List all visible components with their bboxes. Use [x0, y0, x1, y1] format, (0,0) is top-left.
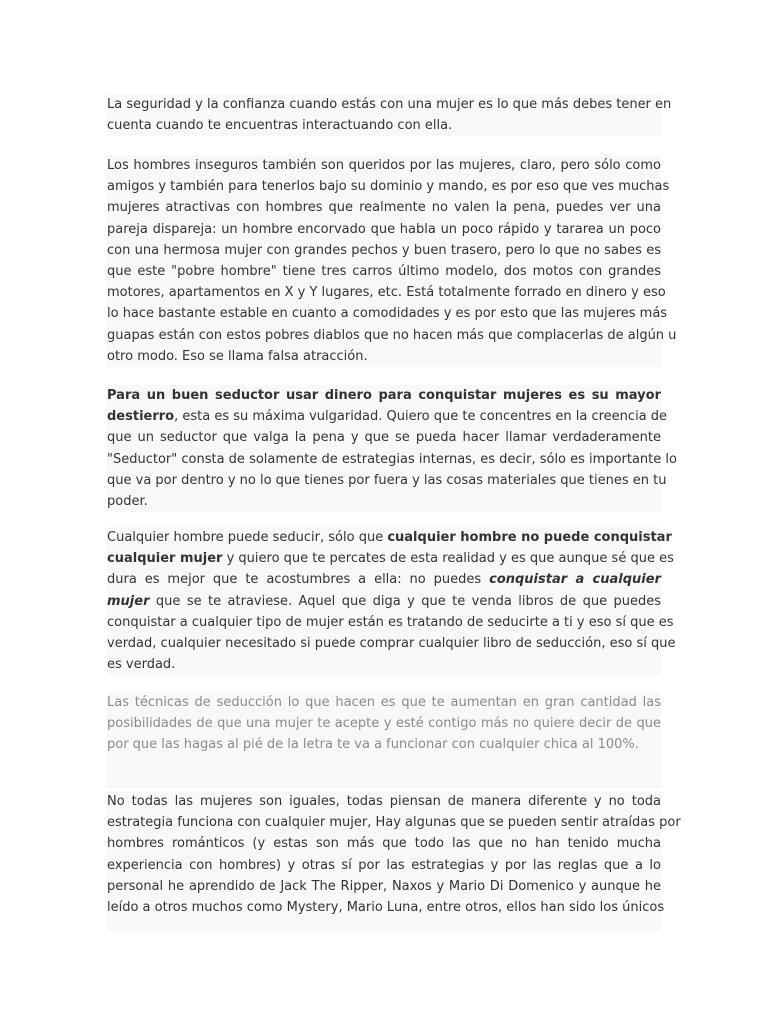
paragraph-4-line-4	[107, 591, 661, 612]
paragraph-6-line-6: leído a otros muchos como Mystery, Mario Luna, entre otros, ellos han sido los únicos	[107, 900, 665, 916]
paragraph-3-line-4: "Seductor" consta de solamente de estrategias internas, es decir, sólo es importante lo	[107, 451, 677, 467]
paragraph-3-bold-2: destierro	[107, 409, 175, 425]
paragraph-3-line-1	[107, 385, 661, 406]
paragraph-4-line-4-plain: que se te atraviese. Aquel que diga y que te venda libros de que puedes	[149, 593, 661, 609]
paragraph-3-line-5: que va por dentro y no lo que tienes por fuera y las cosas materiales que tienes en tu	[107, 472, 667, 488]
paragraph-2-line-3: mujeres atractivas con hombres que realmente no valen la pena, puedes ver una	[107, 200, 661, 216]
paragraph-4-line-6: verdad, cualquier necesitado si puede comprar cualquier libro de seducción, eso sí que	[107, 636, 676, 652]
paragraph-4-line-2	[107, 548, 674, 569]
paragraph-1-line-1: La seguridad y la confianza cuando estás con una mujer es lo que más debes tener en	[107, 97, 672, 112]
paragraph-5-line-2: posibilidades de que una mujer te acepte y esté contigo más no quiere decir de que	[107, 716, 661, 732]
paragraph-6-line-3: hombres románticos (y estas son más que todo las que no han tenido mucha	[107, 836, 661, 852]
paragraph-6-line-2: estrategia funciona con cualquier mujer, Hay algunas que se pueden sentir atraídas por	[107, 815, 681, 831]
paragraph-2-line-9: guapas están con estos pobres diablos que no hacen más que complacerlas de algún u	[107, 327, 677, 343]
paragraph-4-line-1-bold: cualquier hombre no puede conquistar	[387, 530, 672, 545]
paragraph-2-line-8: lo hace bastante estable en cuanto a comodidades y es por esto que las mujeres más	[107, 306, 668, 322]
paragraph-4	[107, 527, 676, 675]
paragraph-4-line-3	[107, 569, 661, 590]
paragraph-2-line-7: motores, apartamentos en X y Y lugares, etc. Está totalmente forrado en dinero y eso	[107, 285, 666, 301]
paragraph-6-line-5: personal he aprendido de Jack The Ripper, Naxos y Mario Di Domenico y aunque he	[107, 878, 661, 894]
paragraph-3-line-2-rest: , esta es su máxima vulgaridad. Quiero que te concentres en la creencia de	[174, 409, 668, 425]
paragraph-6	[107, 791, 681, 931]
paragraph-2-line-6: que este "pobre hombre" tiene tres carros último modelo, dos motos con grandes	[107, 264, 661, 280]
paragraph-2-line-2: amigos y también para tenerlos bajo su dominio y mando, es por eso que ves muchas	[107, 179, 670, 195]
paragraph-5-line-1: Las técnicas de seducción lo que hacen es que te aumentan en gran cantidad las	[107, 695, 661, 710]
paragraph-2-line-10: otro modo. Eso se llama falsa atracción.	[107, 348, 368, 364]
paragraph-6-line-4: experiencia con hombres) y otras sí por las estrategias y por las reglas que a lo	[107, 857, 661, 873]
paragraph-4-line-7: es verdad.	[107, 657, 176, 673]
paragraph-5-line-3: por que las hagas al pié de la letra te va a funcionar con cualquier chica al 100%.	[107, 737, 639, 753]
paragraph-2-line-1: Los hombres inseguros también son queridos por las mujeres, claro, pero sólo como	[107, 158, 661, 173]
paragraph-3-line-3: que un seductor que valga la pena y que se pueda hacer llamar verdaderamente	[107, 430, 661, 446]
paragraph-4-line-3-plain: dura es mejor que te acostumbres a ella: no puedes	[107, 572, 490, 588]
paragraph-6-line-1: No todas las mujeres son iguales, todas piensan de manera diferente y no toda	[107, 794, 661, 809]
paragraph-4-line-1	[107, 527, 672, 548]
paragraph-4-line-2-bold: cualquier mujer	[107, 551, 223, 567]
paragraph-1	[107, 94, 672, 136]
paragraph-3-line-6: poder.	[107, 494, 148, 510]
paragraph-4-line-5: conquistar a cualquier tipo de mujer están es tratando de seducirte a ti y eso sí que es	[107, 614, 674, 630]
paragraph-3-line-2	[107, 406, 668, 427]
paragraph-4-line-3-bold-italic: conquistar a cualquier	[489, 572, 661, 588]
paragraph-4-line-4-bold-italic: mujer	[107, 593, 150, 609]
paragraph-1-line-2: cuenta cuando te encuentras interactuando con ella.	[107, 118, 453, 134]
paragraph-4-line-1-plain: Cualquier hombre puede seducir, sólo que	[107, 530, 388, 545]
paragraph-2-line-5: con una hermosa mujer con grandes pechos y buen trasero, pero lo que no sabes es	[107, 242, 661, 258]
paragraph-4-line-2-plain: y quiero que te percates de esta realidad y es que aunque sé que es	[222, 551, 674, 567]
paragraph-2-line-4: pareja dispareja: un hombre encorvado que habla un poco rápido y tararea un poco	[107, 221, 661, 237]
paragraph-5	[107, 692, 661, 788]
paragraph-3	[107, 385, 677, 512]
paragraph-2	[107, 155, 677, 367]
paragraph-3-bold-1: Para un buen seductor usar dinero para conquistar mujeres es su mayor	[107, 388, 661, 403]
